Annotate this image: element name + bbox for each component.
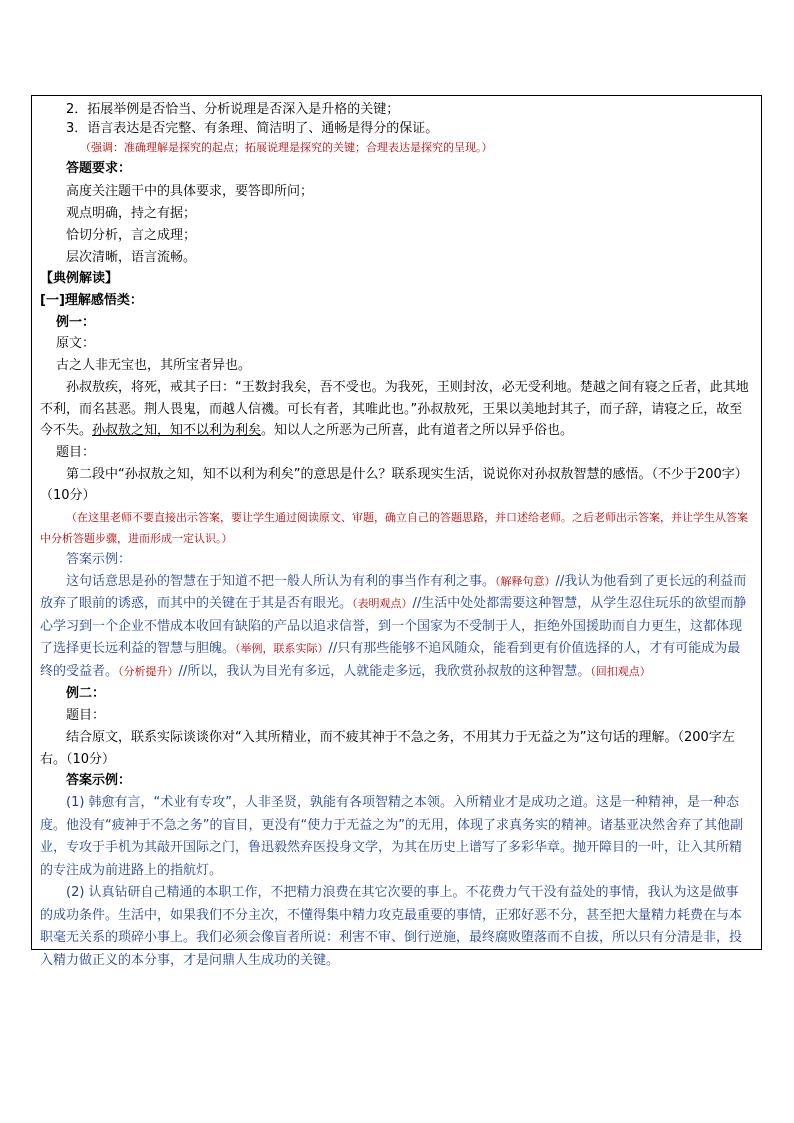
criterion-item-2: 2．拓展举例是否恰当、分析说理是否深入是升格的关键； [66, 102, 400, 117]
answer-example-label: 答案示例： [66, 773, 132, 788]
answer-note: （回扣观点） [590, 664, 651, 678]
original-text-label: 原文： [56, 336, 96, 351]
answer-requirements-title: 答题要求： [66, 161, 132, 176]
question-label: 题目： [66, 708, 106, 723]
requirement-item: 观点明确，持之有据； [66, 206, 197, 221]
example-1-question: 第二段中“孙叔敖之知，知不以利为利矣”的意思是什么？联系现实生活，说说你对孙叔敖智慧的感悟。（不少于200字）（10分） [40, 466, 748, 503]
answer-segment: //生活中处处都需要这种智慧，从学生忍住玩乐的欲望而静心学习到一个企业不惜成本收回有缺陷的产品以追求信誉，到一个国家为不受制于人，拒绝外国援助而自力更生，这都体现了选择更长远利益的智慧与胆魄。 [40, 596, 747, 656]
original-paragraph-part-b: 。知以人之所恶为己所喜，此有道者之所以异乎俗也。 [261, 423, 574, 438]
answer-segment: 这句话意思是孙的智慧在于知道不把一般人所认为有利的事当作有利之事。 [66, 573, 496, 589]
example-1-label: 例一： [56, 315, 96, 330]
answer-note: （分析提升） [118, 664, 179, 678]
content-table-cell [31, 95, 762, 968]
answer-segment: //我认为他看到了更长远的利益而放弃了眼前的诱惑，而其中的关键在于其是否有眼光。 [40, 573, 747, 611]
criterion-item-3: 3．语言表达是否完整、有条理、简洁明了、通畅是得分的保证。 [66, 121, 439, 136]
section-title: 【典例解读】 [40, 271, 119, 286]
requirement-item: 恰切分析，言之成理； [66, 228, 197, 243]
question-label: 题目： [56, 444, 96, 460]
answer-segment: //只有那些能够不追风随众，能看到更有价值选择的人，才有可能成为最终的受益者。 [40, 641, 741, 679]
example-2-label: 例二： [66, 686, 106, 701]
example-2-answer-1: (1) 韩愈有言，“术业有专攻”，人非圣贤，孰能有各项智精之本领。入所精业才是成功之道。这是一种精神，是一种态度。他没有“疲神于不急之务”的盲目，更没有“使力于无益之为”的无用，体现了求真务实的精神。诸基亚决然舍弃了其他副业，专攻于手机为其敲开国际之门，鲁迅毅然弃医投身文学，为其在历史上谱写了多彩华章。抛开障目的一叶，让入其所精的专注成为前进路上的指航灯。 [40, 795, 743, 878]
example-2-question: 结合原文，联系实际谈谈你对“入其所精业，而不疲其神于不急之务，不用其力于无益之为”这句话的理解。（200字左右。（10分） [40, 730, 735, 767]
section-subtitle: [一]理解感悟类： [40, 293, 143, 308]
answer-note: （表明观点） [352, 597, 413, 610]
original-line-1: 古之人非无宝也，其所宝者异也。 [56, 358, 252, 373]
original-paragraph-part-a: 孙叔敖疾，将死，戒其子曰：“王数封我矣，吾不受也。为我死，王则封汝，必无受利地。楚越之间有寝之丘者，此其地不利，而名甚恶。荆人畏鬼，而越人信禨。可长有者，其唯此也。”孙叔敖死，王果以美地封其子，而子辞，请寝之丘，故至今不失。 [40, 380, 749, 438]
answer-note: （举例，联系实际） [235, 642, 329, 655]
answer-note: （解释句意） [495, 574, 556, 588]
underlined-sentence: 孙叔敖之知，知不以利为利矣 [92, 423, 262, 438]
example-1-answer [40, 571, 751, 684]
requirement-item: 高度关注题干中的具体要求，要答即所问； [66, 184, 314, 199]
answer-example-label: 答案示例： [66, 551, 132, 567]
example-2-answer-2: (2) 认真钻研自己精通的本职工作，不把精力浪费在其它次要的事上。不花费力气干没有益处的事情，我认为这是做事的成功条件。生活中，如果我们不分主次，不懂得集中精力攻克最重要的事情，正邪好恶不分，甚至把大量精力耗费在与本职毫无关系的琐碎小事上。我们必须会像盲者所说：利害不审、倒行逆施，最终腐败堕落而不自拔，所以只有分清是非，投入精力做正义的本分事，才是问鼎人生成功的关键。 [40, 885, 743, 968]
emphasis-note: （强调：准确理解是探究的起点；拓展说理是探究的关键；合理表达是探究的呈现。） [80, 141, 493, 154]
teacher-note: （在这里老师不要直接出示答案，要让学生通过阅读原文、审题，确立自己的答题思路，并口述给老师。之后老师出示答案，并让学生从答案中分析答题步骤，进而形成一定认识。） [40, 510, 748, 545]
requirement-item: 层次清晰，语言流畅。 [66, 250, 197, 265]
answer-segment: //所以，我认为目光有多远，人就能走多远，我欣赏孙叔敖的这种智慧。 [178, 663, 591, 679]
original-paragraph [40, 377, 751, 442]
